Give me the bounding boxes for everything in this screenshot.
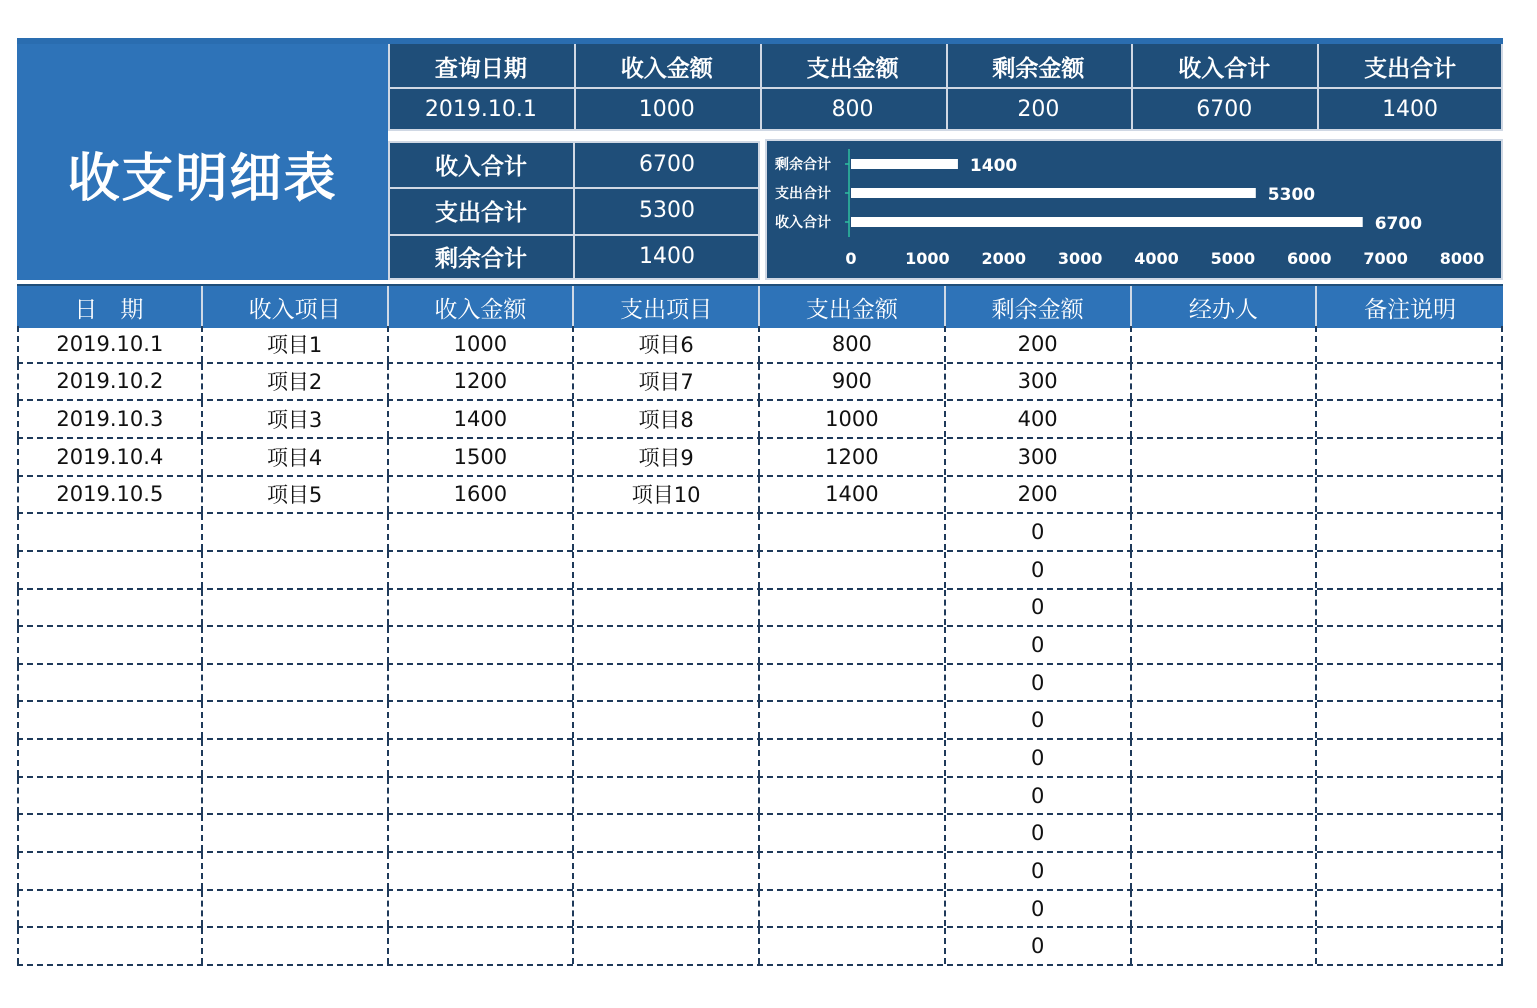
- table-cell[interactable]: [17, 928, 203, 964]
- table-cell[interactable]: 项目8: [574, 401, 760, 437]
- table-cell[interactable]: [1317, 778, 1503, 814]
- table-cell[interactable]: [203, 853, 389, 889]
- table-cell[interactable]: [389, 514, 575, 550]
- table-cell[interactable]: [203, 590, 389, 626]
- category-label: 支出合计: [775, 186, 831, 202]
- table-cell[interactable]: [17, 665, 203, 701]
- column-header: 收入项目: [203, 286, 389, 328]
- table-row: [17, 665, 1503, 703]
- table-cell[interactable]: [760, 853, 946, 889]
- grid-line: [388, 187, 760, 189]
- table-cell[interactable]: [1317, 477, 1503, 513]
- table-cell[interactable]: [1132, 665, 1318, 701]
- table-row: [17, 778, 1503, 816]
- table-cell[interactable]: [760, 665, 946, 701]
- bar: [851, 188, 1256, 198]
- table-cell[interactable]: [574, 514, 760, 550]
- table-cell[interactable]: [389, 665, 575, 701]
- table-cell[interactable]: 200: [946, 477, 1132, 513]
- table-row: [17, 815, 1503, 853]
- table-cell[interactable]: [17, 590, 203, 626]
- bar: [851, 217, 1363, 227]
- table-cell[interactable]: 1200: [760, 439, 946, 475]
- table-cell[interactable]: [17, 514, 203, 550]
- table-cell[interactable]: [389, 552, 575, 588]
- table-cell[interactable]: [1132, 815, 1318, 851]
- table-row: [17, 740, 1503, 778]
- table-cell[interactable]: [1132, 552, 1318, 588]
- data-label: 5300: [1267, 185, 1316, 205]
- table-cell[interactable]: 0: [946, 778, 1132, 814]
- table-cell[interactable]: 400: [946, 401, 1132, 437]
- summary-header: 支出金额: [806, 55, 899, 82]
- table-cell[interactable]: [574, 928, 760, 964]
- column-header: 备注说明: [1364, 296, 1457, 323]
- table-cell[interactable]: [760, 514, 946, 550]
- totals-label: 支出合计: [435, 199, 527, 226]
- grid-line: [388, 278, 760, 280]
- table-row: [17, 514, 1503, 552]
- summary-value: 200: [1017, 97, 1060, 122]
- table-cell[interactable]: [1317, 364, 1503, 400]
- table-cell[interactable]: [203, 891, 389, 927]
- table-cell[interactable]: [574, 590, 760, 626]
- table-cell[interactable]: 2019.10.2: [17, 364, 203, 400]
- totals-value: 5300: [639, 197, 695, 223]
- table-cell[interactable]: [203, 665, 389, 701]
- table-cell[interactable]: 0: [946, 815, 1132, 851]
- grid-line: [388, 129, 1503, 131]
- title-block: [17, 38, 388, 280]
- column-header: 日 期: [17, 286, 203, 328]
- table-cell[interactable]: [574, 627, 760, 663]
- x-tick-label: 8000: [1439, 249, 1485, 268]
- table-cell[interactable]: [760, 928, 946, 964]
- table-cell[interactable]: 项目6: [574, 326, 760, 362]
- table-row: [17, 552, 1503, 590]
- table-cell[interactable]: [1317, 401, 1503, 437]
- table-cell[interactable]: 项目10: [574, 477, 760, 513]
- table-cell[interactable]: [203, 514, 389, 550]
- summary-value: 1000: [638, 97, 695, 122]
- summary-value: 2019.10.1: [424, 97, 537, 122]
- column-header: 支出金额: [760, 286, 946, 328]
- table-cell[interactable]: [203, 815, 389, 851]
- table-cell[interactable]: 0: [946, 590, 1132, 626]
- category-label: 收入合计: [775, 215, 831, 231]
- table-row: [17, 477, 1503, 515]
- table-cell[interactable]: 1500: [389, 439, 575, 475]
- table-cell[interactable]: 0: [946, 740, 1132, 776]
- page-title: 收支明细表: [67, 149, 338, 209]
- table-cell[interactable]: [1132, 627, 1318, 663]
- table-row: [17, 590, 1503, 628]
- data-label: 6700: [1374, 214, 1423, 234]
- table-cell[interactable]: 0: [946, 627, 1132, 663]
- table-row: [17, 627, 1503, 665]
- table-cell[interactable]: [1317, 702, 1503, 738]
- table-cell[interactable]: [17, 740, 203, 776]
- totals-value: 6700: [639, 151, 695, 177]
- x-tick-label: 6000: [1286, 249, 1332, 268]
- summary-value: 6700: [1196, 97, 1253, 122]
- table-cell[interactable]: 2019.10.4: [17, 439, 203, 475]
- table-cell[interactable]: [574, 891, 760, 927]
- table-cell[interactable]: [17, 778, 203, 814]
- summary-value: 1400: [1382, 97, 1439, 122]
- totals-grid: [388, 141, 760, 280]
- table-cell[interactable]: [17, 627, 203, 663]
- table-cell[interactable]: 300: [946, 364, 1132, 400]
- table-cell[interactable]: [1132, 778, 1318, 814]
- table-cell[interactable]: [760, 778, 946, 814]
- table-cell[interactable]: [1317, 439, 1503, 475]
- totals-label: 剩余合计: [435, 246, 527, 273]
- table-cell[interactable]: [203, 702, 389, 738]
- table-cell[interactable]: [1132, 364, 1318, 400]
- table-cell[interactable]: 0: [946, 552, 1132, 588]
- table-cell[interactable]: [574, 552, 760, 588]
- grid-line: [388, 141, 760, 143]
- summary-value: 800: [831, 97, 874, 122]
- table-cell[interactable]: [1317, 514, 1503, 550]
- column-header: 收入金额: [389, 286, 575, 328]
- table-cell[interactable]: [1317, 740, 1503, 776]
- table-cell[interactable]: 2019.10.1: [17, 326, 203, 362]
- summary-header: 收入金额: [620, 55, 713, 82]
- bar: [851, 159, 958, 169]
- table-row: [17, 928, 1503, 966]
- table-cell[interactable]: [1317, 552, 1503, 588]
- table-cell[interactable]: [389, 740, 575, 776]
- table-cell[interactable]: [574, 702, 760, 738]
- table-row: [17, 364, 1503, 402]
- table-row: [17, 401, 1503, 439]
- table-cell[interactable]: 项目1: [203, 326, 389, 362]
- table-cell[interactable]: [1132, 702, 1318, 738]
- table-cell[interactable]: [574, 815, 760, 851]
- summary-header: 收入合计: [1178, 55, 1271, 82]
- table-cell[interactable]: [1317, 665, 1503, 701]
- table-cell[interactable]: [389, 928, 575, 964]
- x-tick-label: 5000: [1210, 249, 1256, 268]
- table-cell[interactable]: 0: [946, 891, 1132, 927]
- x-tick-label: 7000: [1363, 249, 1408, 268]
- totals-bar-chart: [767, 141, 1501, 278]
- table-cell[interactable]: 0: [946, 853, 1132, 889]
- table-cell[interactable]: 项目3: [203, 401, 389, 437]
- table-cell[interactable]: [389, 815, 575, 851]
- grid-line: [573, 141, 575, 280]
- grid-line: [388, 141, 390, 280]
- grid-line: [758, 141, 760, 280]
- column-header: 支出项目: [574, 286, 760, 328]
- table-cell[interactable]: [17, 815, 203, 851]
- table-cell[interactable]: 2019.10.3: [17, 401, 203, 437]
- table-cell[interactable]: [574, 853, 760, 889]
- table-cell[interactable]: 2019.10.5: [17, 477, 203, 513]
- table-cell[interactable]: 0: [946, 665, 1132, 701]
- x-tick-label: 4000: [1134, 249, 1179, 268]
- table-cell[interactable]: 项目5: [203, 477, 389, 513]
- table-cell[interactable]: [574, 778, 760, 814]
- grid-line: [388, 87, 1503, 89]
- table-cell[interactable]: [1317, 815, 1503, 851]
- grid-line: [388, 234, 760, 236]
- table-cell[interactable]: [203, 627, 389, 663]
- table-row: [17, 702, 1503, 740]
- table-cell[interactable]: [1132, 326, 1318, 362]
- table-header: [17, 284, 1503, 328]
- table-cell[interactable]: [17, 552, 203, 588]
- table-cell[interactable]: [1317, 590, 1503, 626]
- data-label: 1400: [969, 156, 1018, 176]
- summary-header: 剩余金额: [992, 55, 1085, 82]
- category-label: 剩余合计: [775, 157, 831, 173]
- table-cell[interactable]: 项目9: [574, 439, 760, 475]
- table-cell[interactable]: 项目4: [203, 439, 389, 475]
- table-cell[interactable]: [17, 891, 203, 927]
- table-cell[interactable]: 0: [946, 702, 1132, 738]
- table-cell[interactable]: [1317, 891, 1503, 927]
- table-cell[interactable]: [389, 590, 575, 626]
- table-cell[interactable]: [389, 702, 575, 738]
- table-cell[interactable]: 300: [946, 439, 1132, 475]
- table-cell[interactable]: [760, 740, 946, 776]
- table-cell[interactable]: [1132, 740, 1318, 776]
- table-cell[interactable]: [1317, 853, 1503, 889]
- table-cell[interactable]: [389, 891, 575, 927]
- table-cell[interactable]: 800: [760, 326, 946, 362]
- x-tick-label: 3000: [1057, 249, 1103, 268]
- table-row: [17, 326, 1503, 364]
- table-cell[interactable]: [1132, 477, 1318, 513]
- table-cell[interactable]: 1400: [760, 477, 946, 513]
- x-tick-label: 2000: [981, 249, 1027, 268]
- table-cell[interactable]: [760, 891, 946, 927]
- table-cell[interactable]: [574, 740, 760, 776]
- table-row: [17, 439, 1503, 477]
- table-cell[interactable]: 项目7: [574, 364, 760, 400]
- table-cell[interactable]: [1317, 928, 1503, 964]
- table-cell[interactable]: 1200: [389, 364, 575, 400]
- table-cell[interactable]: [17, 702, 203, 738]
- totals-chart: [765, 139, 1503, 280]
- table-cell[interactable]: 1000: [760, 401, 946, 437]
- table-cell[interactable]: [389, 853, 575, 889]
- totals-label: 收入合计: [435, 153, 527, 180]
- table-cell[interactable]: 项目2: [203, 364, 389, 400]
- table-cell[interactable]: [760, 590, 946, 626]
- table-cell[interactable]: [203, 778, 389, 814]
- table-cell[interactable]: 900: [760, 364, 946, 400]
- table-cell[interactable]: [760, 627, 946, 663]
- table-cell[interactable]: [389, 627, 575, 663]
- table-cell[interactable]: [203, 552, 389, 588]
- table-cell[interactable]: [760, 815, 946, 851]
- table-cell[interactable]: 1600: [389, 477, 575, 513]
- table-cell[interactable]: [1132, 853, 1318, 889]
- table-cell[interactable]: [1132, 928, 1318, 964]
- table-cell[interactable]: [17, 853, 203, 889]
- x-tick-label: 0: [845, 249, 857, 268]
- column-header: 剩余金额: [946, 286, 1132, 328]
- summary-header: 支出合计: [1364, 55, 1457, 82]
- table-cell[interactable]: [574, 665, 760, 701]
- totals-value: 1400: [639, 244, 695, 270]
- column-header: 经办人: [1132, 286, 1318, 328]
- table-cell[interactable]: 1400: [389, 401, 575, 437]
- table-cell[interactable]: [389, 778, 575, 814]
- table-cell[interactable]: 200: [946, 326, 1132, 362]
- table-cell[interactable]: [760, 552, 946, 588]
- table-cell[interactable]: [203, 740, 389, 776]
- table-cell[interactable]: [1132, 891, 1318, 927]
- table-cell[interactable]: [1132, 439, 1318, 475]
- table-cell[interactable]: [1132, 514, 1318, 550]
- table-cell[interactable]: 0: [946, 514, 1132, 550]
- table-cell[interactable]: 0: [946, 928, 1132, 964]
- table-cell[interactable]: [1317, 326, 1503, 362]
- x-tick-label: 1000: [905, 249, 950, 268]
- table-cell[interactable]: 1000: [389, 326, 575, 362]
- table-cell[interactable]: [760, 702, 946, 738]
- summary-header: 查询日期: [434, 55, 527, 82]
- table-row: [17, 853, 1503, 891]
- summary-grid: [388, 38, 1503, 131]
- table-cell[interactable]: [203, 928, 389, 964]
- table-cell[interactable]: [1132, 401, 1318, 437]
- table-cell[interactable]: [1317, 627, 1503, 663]
- table-row: [17, 891, 1503, 929]
- table-cell[interactable]: [1132, 590, 1318, 626]
